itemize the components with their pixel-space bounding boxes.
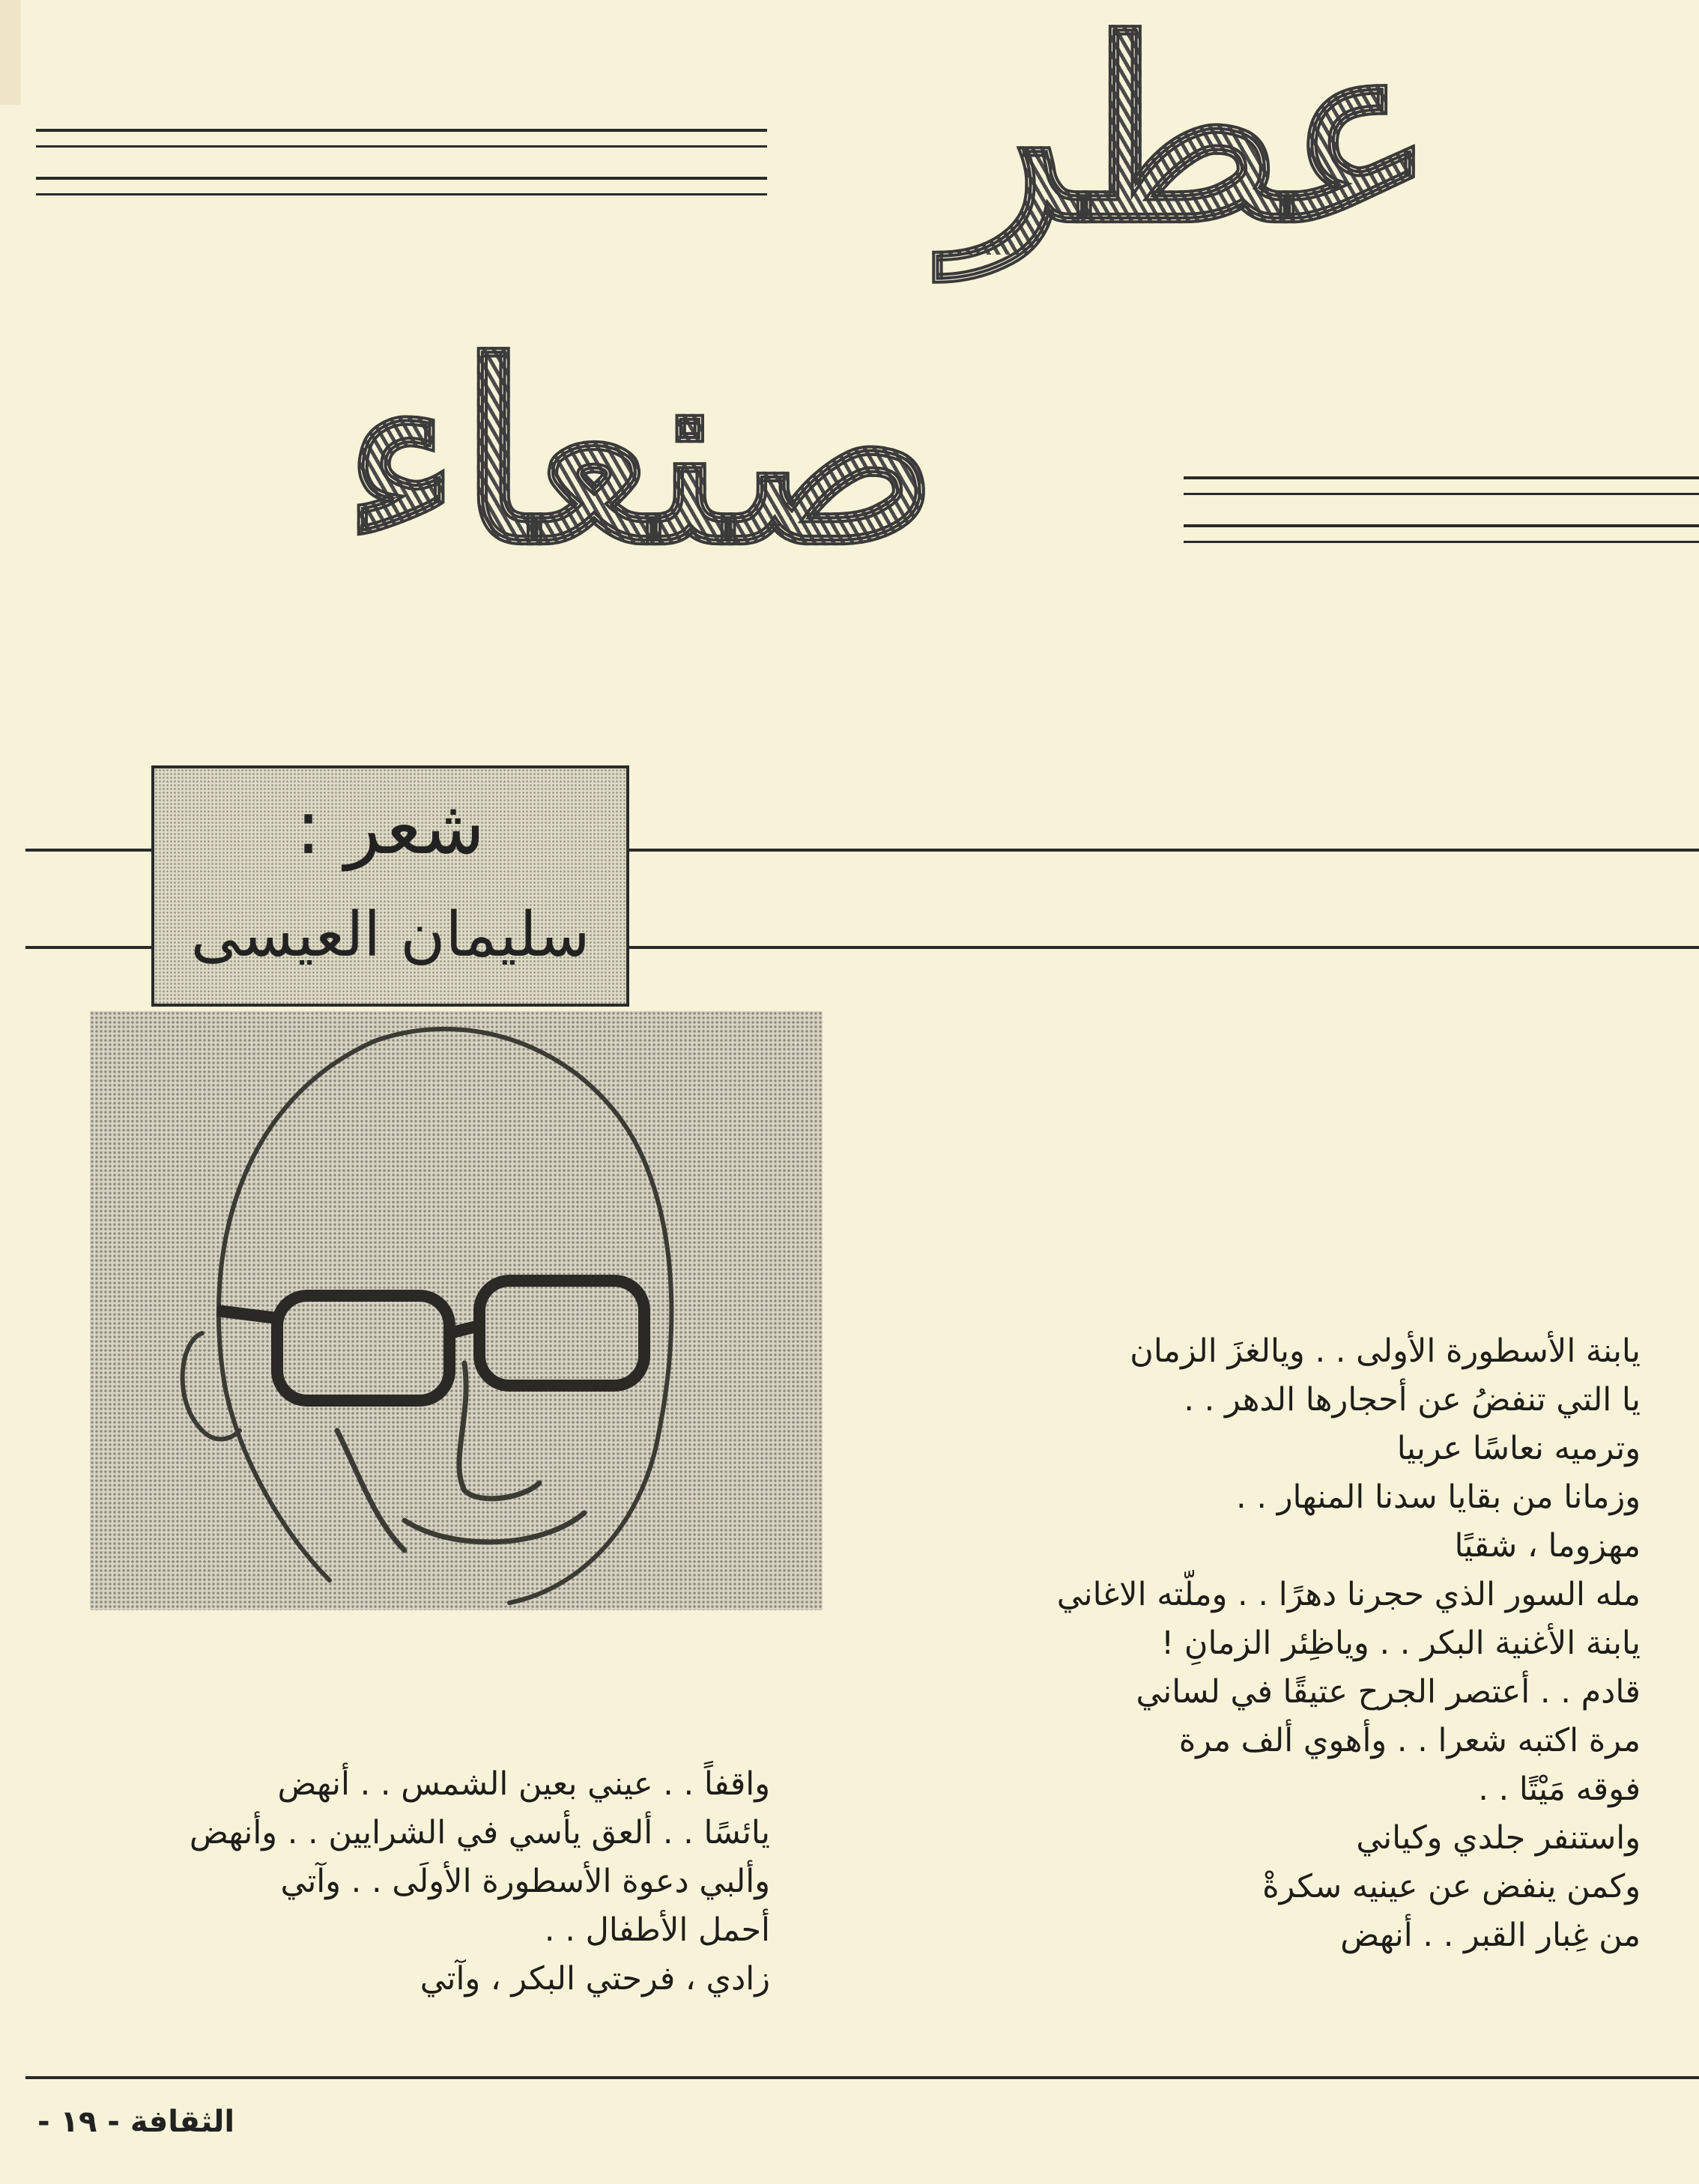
poem-line: زادي ، فرحتي البكر ، وآتي	[420, 1960, 770, 1998]
byline-rule-right-top	[629, 849, 1699, 852]
poem-line: واقفاً . . عيني بعين الشمس . . أنهض	[277, 1765, 770, 1803]
footer-rule	[25, 2076, 1699, 2079]
poem-line: وكمن ينفض عن عينيه سكرةْ	[1262, 1868, 1641, 1905]
poem-right-column	[966, 1327, 1641, 1960]
title-rule-7	[1184, 524, 1699, 527]
title-rule-8	[1184, 541, 1699, 543]
poem-line: وزمانا من بقايا سدنا المنهار . .	[1236, 1478, 1641, 1516]
page-corner-shade	[0, 0, 21, 105]
title-rule-2	[36, 145, 767, 148]
byline-box	[151, 765, 629, 1007]
title-rule-5	[1184, 476, 1699, 479]
poem-line: قادم . . أعتصر الجرح عتيقًا في لساني	[1136, 1673, 1641, 1711]
title-rule-1	[36, 129, 767, 132]
title-rule-6	[1184, 493, 1699, 495]
byline-rule-left-top	[25, 849, 151, 852]
poem-left-column	[96, 1760, 770, 2003]
title-rule-3	[36, 177, 767, 180]
poem-line: يا التي تنفضُ عن أحجارها الدهر . .	[1184, 1381, 1641, 1419]
portrait-photo	[90, 1011, 823, 1610]
title-word-2: صنعاء	[90, 330, 1191, 577]
page-footer: الثقافة - ١٩ -	[37, 2105, 235, 2139]
poem-line: مهزوما ، شقيًا	[1454, 1527, 1641, 1565]
poem-line: يائسًا . . ألعق يأسي في الشرايين . . وأنهض	[189, 1814, 770, 1851]
title-rule-4	[36, 193, 767, 195]
portrait-illustration	[90, 1011, 823, 1610]
byline-rule-right-bottom	[629, 946, 1699, 949]
poem-line: يابنة الأغنية البكر . . وياظِئر الزمانِ !	[1160, 1625, 1641, 1662]
poem-line: يابنة الأسطورة الأولى . . ويالغزَ الزمان	[1130, 1332, 1641, 1370]
poet-name: سليمان العيسى	[190, 900, 590, 971]
title-word-1: عطر	[749, 7, 1633, 255]
byline-rule-left-bottom	[25, 946, 151, 949]
byline-label: شعر :	[295, 783, 485, 871]
poem-line: وترميه نعاسًا عربيا	[1396, 1430, 1641, 1467]
poem-line: وألبي دعوة الأسطورة الأولَى . . وآتي	[280, 1863, 770, 1900]
poem-line: مله السور الذي حجرنا دهرًا . . وملّته الاغاني	[1056, 1576, 1641, 1613]
poem-line: من غِبار القبر . . أنهض	[1340, 1917, 1641, 1954]
poem-line: فوقه مَيْتًا . .	[1478, 1771, 1641, 1808]
poem-line: واستنفر جلدي وكياني	[1356, 1819, 1641, 1857]
poem-line: أحمل الأطفال . .	[544, 1911, 770, 1949]
poem-line: مرة اكتبه شعرا . . وأهوي ألف مرة	[1178, 1722, 1641, 1759]
